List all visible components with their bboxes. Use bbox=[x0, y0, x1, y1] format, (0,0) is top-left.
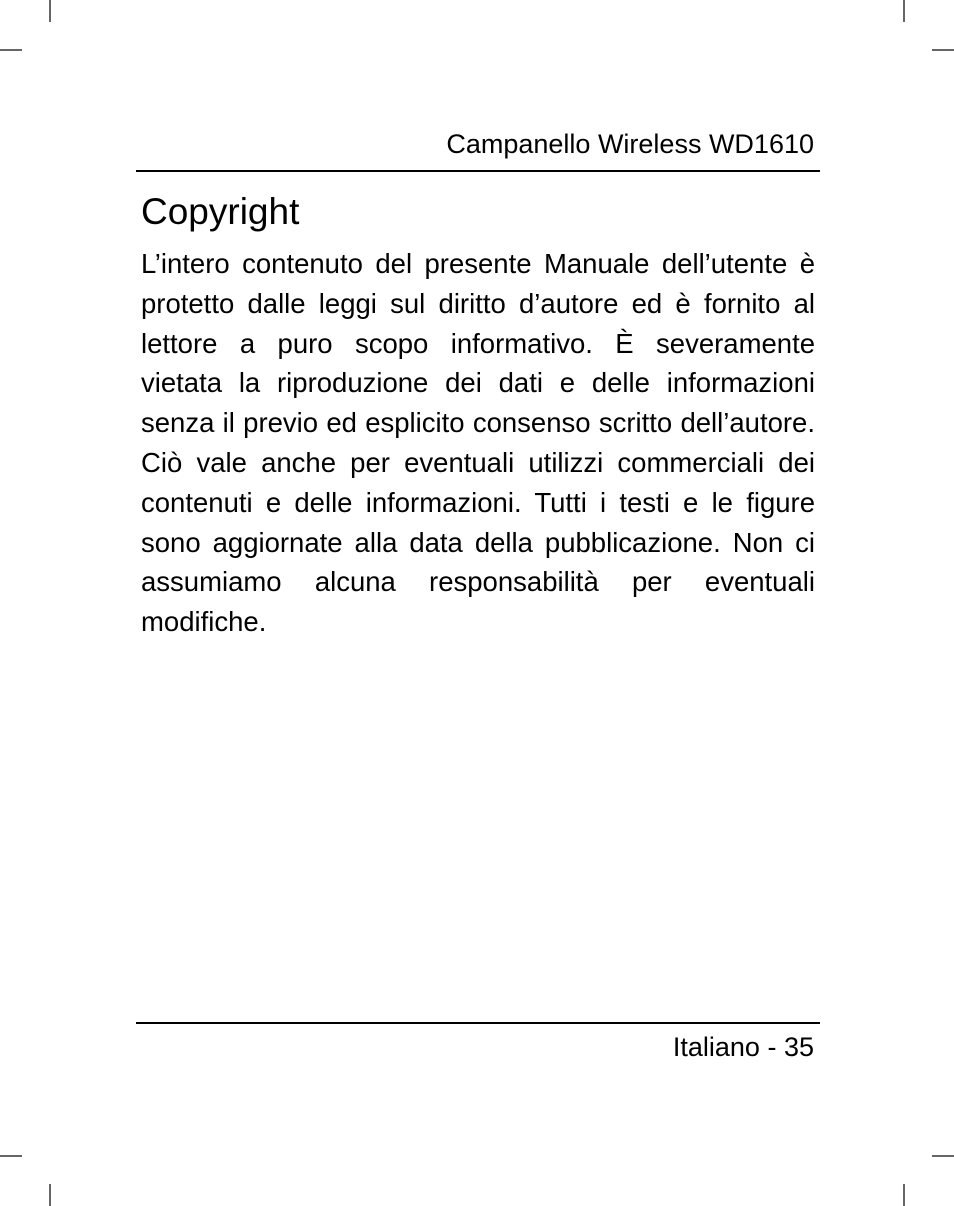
crop-mark-top-left-horizontal bbox=[0, 49, 22, 51]
crop-mark-bottom-right-vertical bbox=[903, 1184, 905, 1206]
crop-mark-bottom-left-vertical bbox=[49, 1184, 51, 1206]
page-number: 35 bbox=[783, 1032, 814, 1062]
page-footer bbox=[673, 1031, 814, 1063]
crop-mark-bottom-right-horizontal bbox=[932, 1155, 954, 1157]
footer-language: Italiano bbox=[672, 1032, 760, 1062]
crop-mark-top-right-horizontal bbox=[932, 49, 954, 51]
running-header: Campanello Wireless WD1610 bbox=[446, 129, 814, 159]
section-title: Copyright bbox=[141, 191, 300, 232]
header-rule bbox=[136, 170, 820, 172]
footer-rule bbox=[136, 1022, 820, 1024]
crop-mark-top-left-vertical bbox=[49, 0, 51, 22]
body-paragraph: L’intero contenuto del presente Manuale dell’utente è protetto dalle leggi sul diritto d’autore ed è fornito al lettore a puro scopo informativo. È severamente vietata la riproduzione dei dati e delle informazioni senza il previo ed esplicito consenso scritto dell’autore. Ciò vale anche per eventuali utilizzi commerciali dei contenuti e delle informazioni. Tutti i testi e le figure sono aggiornate alla data della pubblicazione. Non ci assumiamo alcuna responsabilità per eventuali modifiche. bbox=[141, 248, 815, 638]
footer-separator: - bbox=[759, 1032, 784, 1062]
crop-mark-top-right-vertical bbox=[903, 0, 905, 22]
crop-mark-bottom-left-horizontal bbox=[0, 1155, 22, 1157]
